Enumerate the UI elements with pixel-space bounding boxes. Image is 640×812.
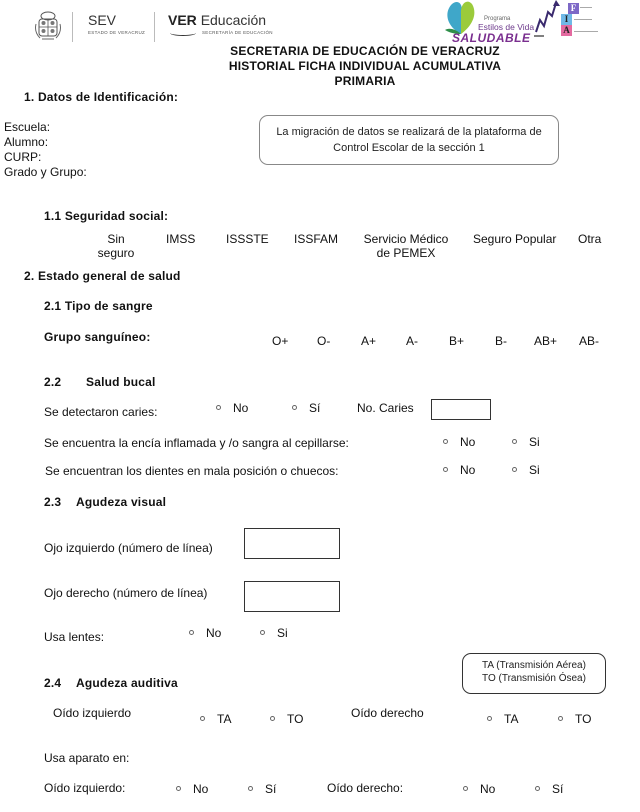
caries-count-label: No. Caries <box>357 401 414 415</box>
device-left-ear-no-radio[interactable]: No <box>176 782 208 796</box>
radio-circle-icon <box>176 786 181 791</box>
radio-circle-icon <box>292 405 297 410</box>
logo-divider <box>154 12 155 42</box>
ver-educacion-logo-title: VER Educación <box>168 12 267 28</box>
social-security-option-sin-seguro[interactable]: Sin seguro <box>97 232 135 260</box>
right-ear-ta-radio[interactable]: TA <box>487 712 518 726</box>
blood-group-label: Grupo sanguíneo: <box>44 330 151 344</box>
section-2-4-number: 2.4 <box>44 676 62 690</box>
right-eye-line-input[interactable] <box>244 581 340 612</box>
logo-divider <box>72 12 73 42</box>
section-2-3-heading: Agudeza visual <box>76 495 167 509</box>
radio-circle-icon <box>443 439 448 444</box>
hearing-legend-note: TA (Transmisión Aérea) TO (Transmisión Ósea) <box>462 653 606 694</box>
radio-circle-icon <box>200 716 205 721</box>
section-2-4-heading: Agudeza auditiva <box>76 676 178 690</box>
device-left-ear-yes-radio[interactable]: Sí <box>248 782 276 796</box>
left-eye-label: Ojo izquierdo (número de línea) <box>44 541 213 555</box>
radio-circle-icon <box>189 630 194 635</box>
radio-circle-icon <box>216 405 221 410</box>
ver-educacion-logo-subtitle: SECRETARÍA DE EDUCACIÓN <box>202 30 273 35</box>
blood-option-b-negative[interactable]: B- <box>495 334 507 348</box>
glasses-no-radio[interactable]: No <box>189 626 221 640</box>
document-title-line-1: SECRETARIA DE EDUCACIÓN DE VERACRUZ <box>230 44 500 58</box>
caries-no-radio[interactable]: No <box>216 401 248 415</box>
teeth-position-label: Se encuentran los dientes en mala posición o chuecos: <box>45 464 339 478</box>
social-security-option-seguro-popular[interactable]: Seguro Popular <box>473 232 557 246</box>
social-security-option-imss[interactable]: IMSS <box>166 232 196 246</box>
hearing-device-label: Usa aparato en: <box>44 751 130 765</box>
radio-circle-icon <box>535 786 540 791</box>
right-ear-label: Oído derecho <box>351 706 424 720</box>
caries-label: Se detectaron caries: <box>44 405 158 419</box>
social-security-option-pemex[interactable]: Servicio Médico de PEMEX <box>363 232 449 260</box>
gums-yes-radio[interactable]: Si <box>512 435 540 449</box>
estilos-de-vida-saludable-logo: Programa Estilos de Vida SALUDABLE <box>442 0 552 44</box>
radio-circle-icon <box>248 786 253 791</box>
field-label-alumno: Alumno: <box>4 135 49 149</box>
radio-circle-icon <box>558 716 563 721</box>
section-1-1-heading: 1.1 Seguridad social: <box>44 209 169 223</box>
blood-option-ab-positive[interactable]: AB+ <box>534 334 558 348</box>
document-title-line-2: HISTORIAL FICHA INDIVIDUAL ACUMULATIVA <box>228 59 502 73</box>
caries-yes-radio[interactable]: Sí <box>292 401 320 415</box>
blood-option-ab-negative[interactable]: AB- <box>579 334 600 348</box>
left-ear-ta-radio[interactable]: TA <box>200 712 231 726</box>
section-2-2-number: 2.2 <box>44 375 62 389</box>
gums-no-radio[interactable]: No <box>443 435 475 449</box>
social-security-option-otra[interactable]: Otra <box>578 232 602 246</box>
sev-logo-title: SEV <box>88 12 117 28</box>
fia-logo: F I A <box>530 0 620 40</box>
device-right-ear-no-radio[interactable]: No <box>463 782 495 796</box>
blood-option-o-negative[interactable]: O- <box>317 334 331 348</box>
device-left-ear-label: Oído izquierdo: <box>44 781 126 795</box>
radio-circle-icon <box>463 786 468 791</box>
blood-option-o-positive[interactable]: O+ <box>272 334 289 348</box>
sev-logo-subtitle: ESTADO DE VERACRUZ <box>88 30 146 35</box>
social-security-option-issfam[interactable]: ISSFAM <box>294 232 339 246</box>
veracruz-crest-logo <box>34 10 62 42</box>
data-migration-note: La migración de datos se realizará de la plataforma de Control Escolar de la sección 1 <box>259 115 559 165</box>
blood-option-a-positive[interactable]: A+ <box>361 334 377 348</box>
section-1-heading: 1. Datos de Identificación: <box>24 90 179 104</box>
ver-smile-icon <box>170 30 196 36</box>
teeth-position-yes-radio[interactable]: Si <box>512 463 540 477</box>
social-security-option-issste[interactable]: ISSSTE <box>226 232 269 246</box>
caries-count-input[interactable] <box>431 399 491 420</box>
radio-circle-icon <box>487 716 492 721</box>
radio-circle-icon <box>512 439 517 444</box>
device-right-ear-yes-radio[interactable]: Sí <box>535 782 563 796</box>
section-2-heading: 2. Estado general de salud <box>24 269 181 283</box>
gums-label: Se encuentra la encía inflamada y /o sangra al cepillarse: <box>44 436 349 450</box>
teeth-position-no-radio[interactable]: No <box>443 463 475 477</box>
document-title-line-3: PRIMARIA <box>334 74 396 88</box>
field-label-grado-grupo: Grado y Grupo: <box>4 165 87 179</box>
blood-option-b-positive[interactable]: B+ <box>449 334 465 348</box>
device-right-ear-label: Oído derecho: <box>327 781 404 795</box>
section-2-3-number: 2.3 <box>44 495 62 509</box>
section-2-1-heading: 2.1 Tipo de sangre <box>44 299 153 313</box>
glasses-label: Usa lentes: <box>44 630 105 644</box>
radio-circle-icon <box>260 630 265 635</box>
radio-circle-icon <box>512 467 517 472</box>
right-ear-to-radio[interactable]: TO <box>558 712 591 726</box>
radio-circle-icon <box>443 467 448 472</box>
blood-option-a-negative[interactable]: A- <box>406 334 418 348</box>
right-eye-label: Ojo derecho (número de línea) <box>44 586 208 600</box>
left-eye-line-input[interactable] <box>244 528 340 559</box>
radio-circle-icon <box>270 716 275 721</box>
left-ear-to-radio[interactable]: TO <box>270 712 303 726</box>
section-2-2-heading: Salud bucal <box>86 375 156 389</box>
field-label-escuela: Escuela: <box>4 120 51 134</box>
glasses-yes-radio[interactable]: Si <box>260 626 288 640</box>
field-label-curp: CURP: <box>4 150 42 164</box>
left-ear-label: Oído izquierdo <box>53 706 132 720</box>
